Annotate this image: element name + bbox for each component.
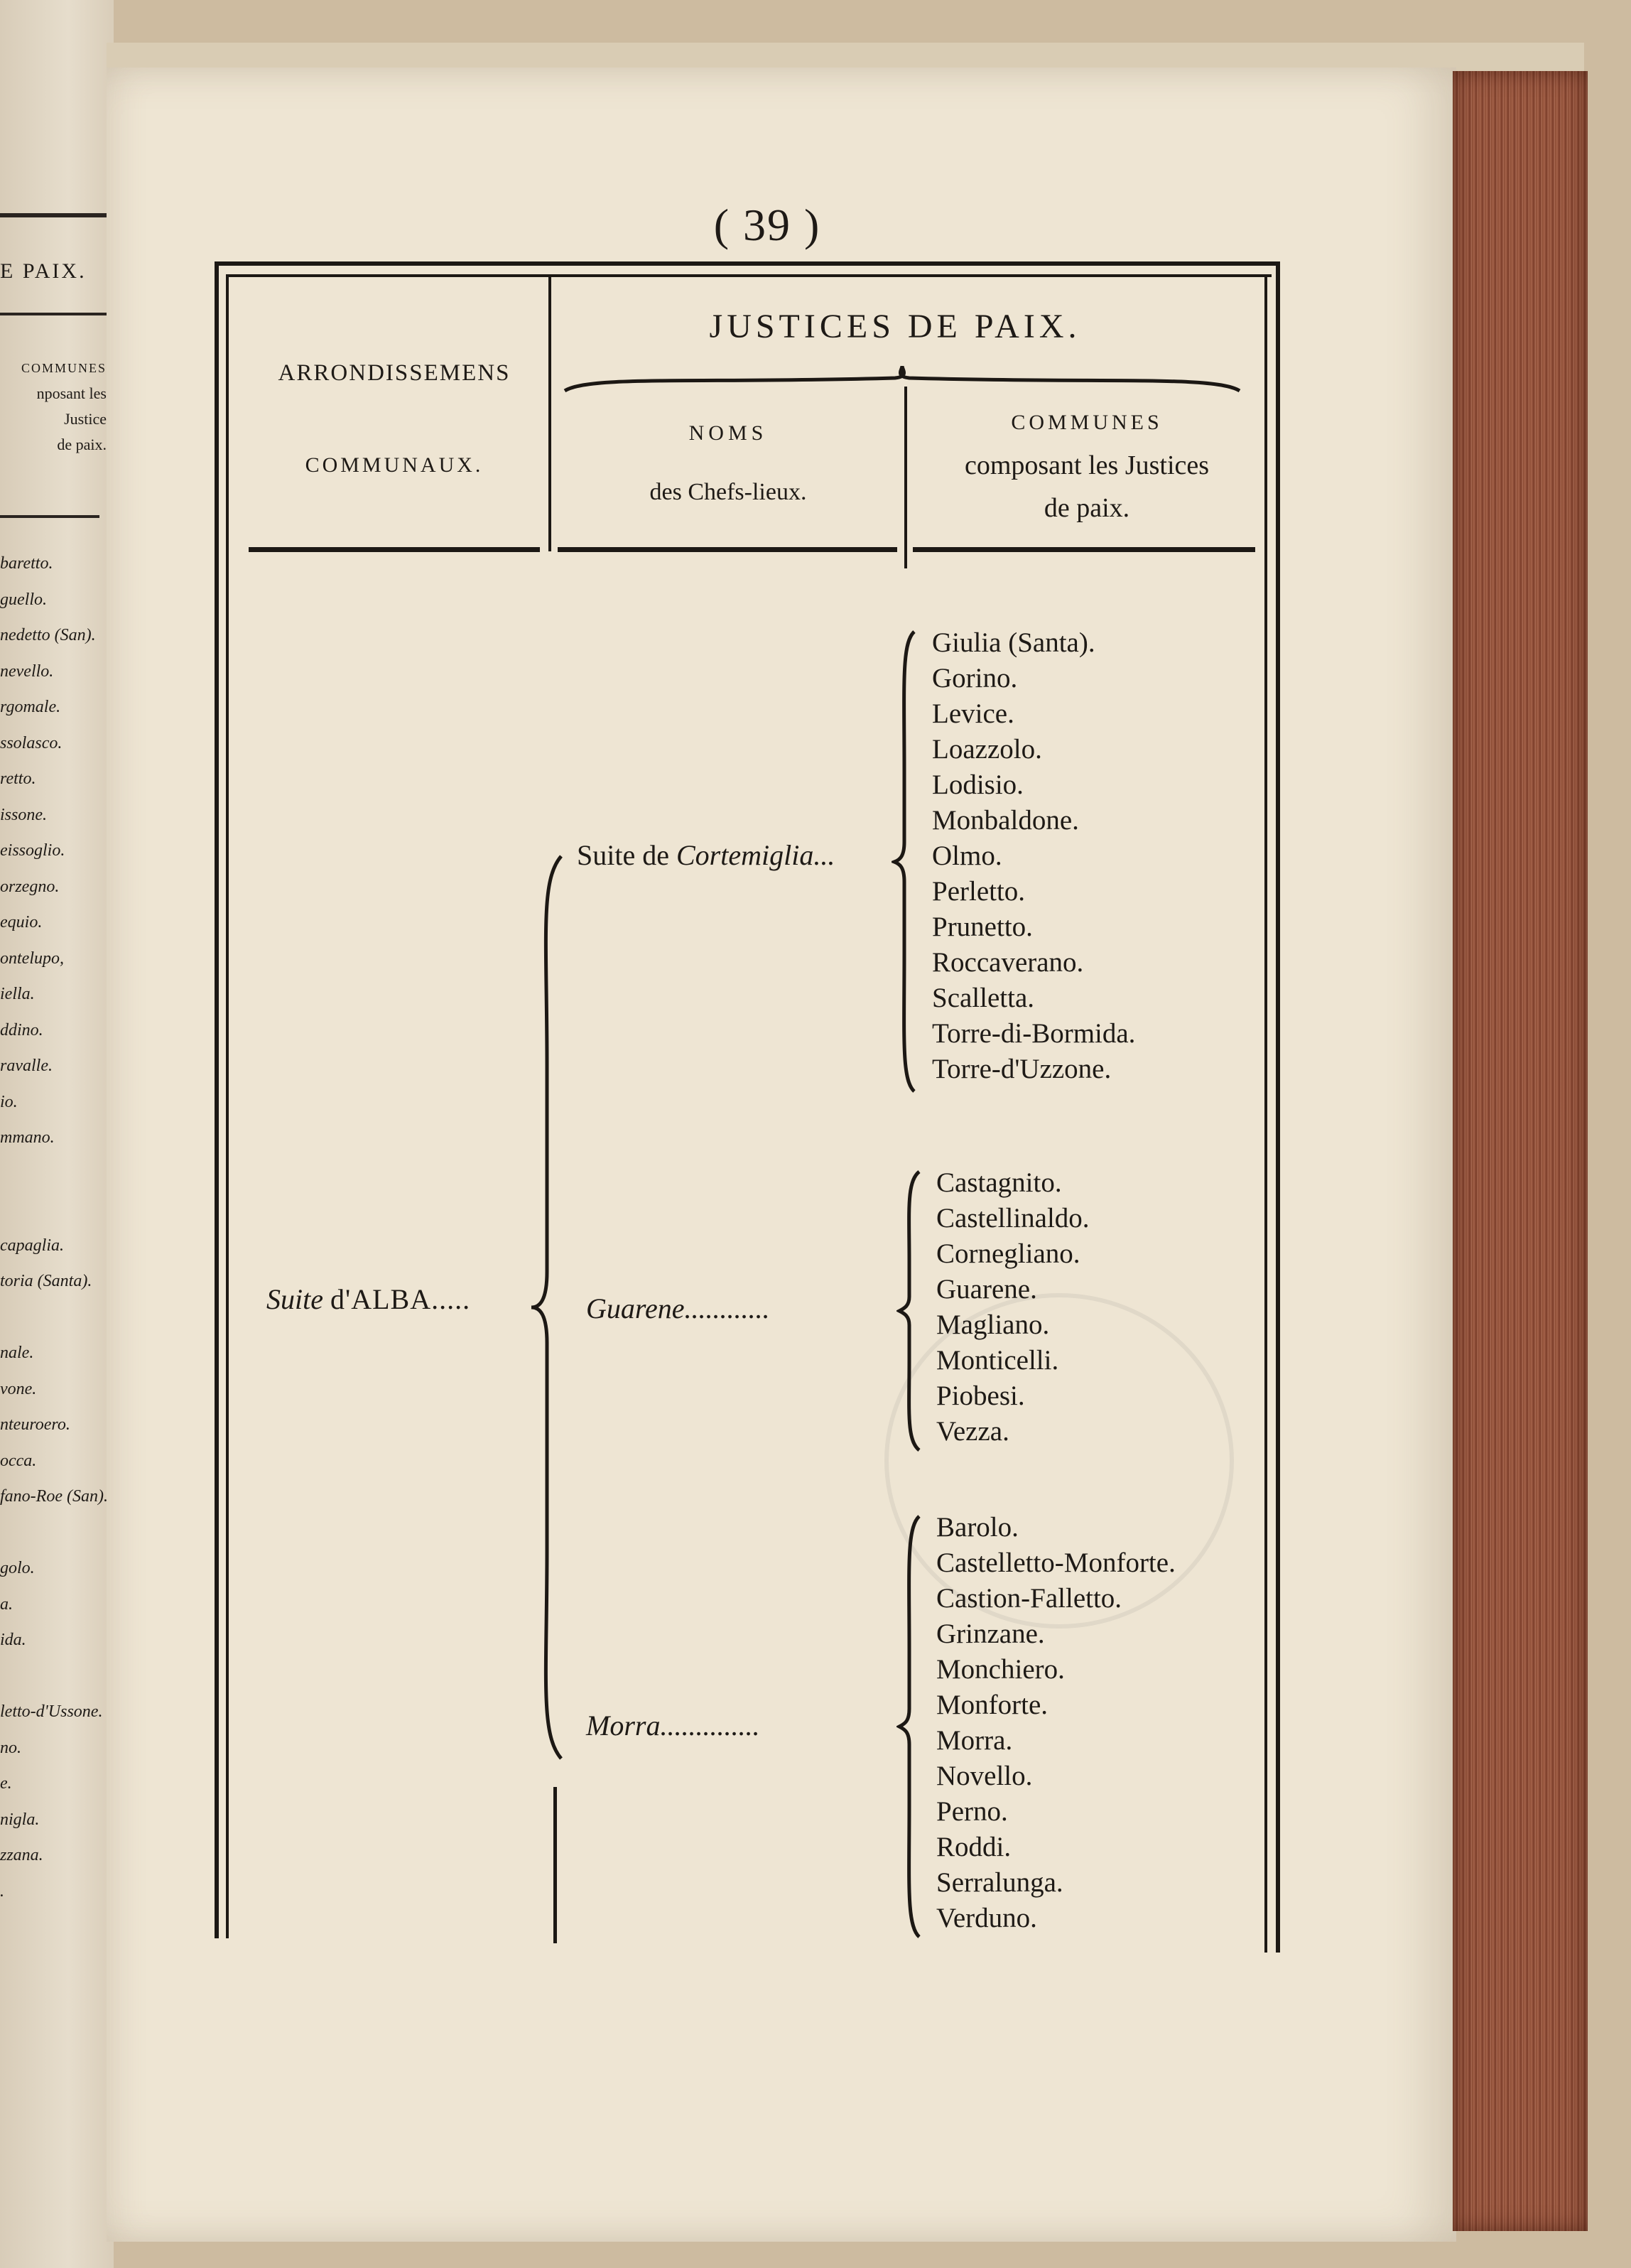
commune-entry: Monforte. bbox=[936, 1690, 1048, 1720]
commune-entry: Grinzane. bbox=[936, 1619, 1045, 1649]
commune-entry: Novello. bbox=[936, 1761, 1033, 1791]
arrondissement-name: d'ALBA..... bbox=[330, 1283, 471, 1315]
left-page-head-line: COMMUNES bbox=[21, 361, 107, 375]
chef-lieu-prefix: Suite de bbox=[577, 839, 669, 871]
left-page-item: nale. bbox=[0, 1344, 34, 1362]
left-page-item: . bbox=[0, 1881, 4, 1901]
left-page-item: nevello. bbox=[0, 662, 54, 681]
communes-list bbox=[936, 1510, 1176, 1936]
left-page-item: ravalle. bbox=[0, 1057, 53, 1075]
commune-entry: Lodisio. bbox=[932, 770, 1024, 800]
header-chefs-lieux: des Chefs-lieux. bbox=[649, 479, 807, 505]
arrondissement-brace bbox=[526, 853, 568, 1762]
commune-entry: Verduno. bbox=[936, 1903, 1037, 1933]
left-page-item: vone. bbox=[0, 1379, 37, 1398]
left-page-fragment bbox=[0, 0, 110, 2268]
communes-brace bbox=[896, 1169, 925, 1453]
header-justices-de-paix: JUSTICES DE PAIX. bbox=[709, 308, 1081, 345]
commune-entry: Castion-Falletto. bbox=[936, 1583, 1122, 1614]
commune-entry: Monchiero. bbox=[936, 1654, 1065, 1685]
header-rule bbox=[558, 547, 897, 552]
left-page-rule bbox=[0, 313, 107, 315]
header-rule bbox=[913, 547, 1255, 552]
left-page-item: orzegno. bbox=[0, 877, 60, 896]
left-page-item: capaglia. bbox=[0, 1236, 64, 1255]
left-page-column-head bbox=[0, 355, 107, 458]
page-number: ( 39 ) bbox=[713, 200, 821, 250]
left-page-item: zzana. bbox=[0, 1846, 43, 1864]
commune-entry: Giulia (Santa). bbox=[932, 627, 1095, 658]
left-page-item: nigla. bbox=[0, 1810, 40, 1829]
header-rule bbox=[249, 547, 540, 552]
communes-brace bbox=[896, 1513, 925, 1940]
arrondissement-prefix: Suite bbox=[266, 1283, 323, 1315]
communes-brace bbox=[892, 629, 920, 1094]
commune-entry: Guarene. bbox=[936, 1274, 1037, 1305]
left-page-item: no. bbox=[0, 1738, 21, 1757]
header-noms: NOMS bbox=[688, 421, 768, 445]
left-page-item: io. bbox=[0, 1092, 18, 1111]
left-page-item: ida. bbox=[0, 1631, 26, 1649]
commune-entry: Morra. bbox=[936, 1725, 1013, 1756]
column-divider bbox=[553, 1787, 557, 1943]
chef-lieu-name: Cortemiglia... bbox=[676, 839, 835, 871]
commune-entry: Perletto. bbox=[932, 876, 1026, 907]
arrondissement-label bbox=[266, 1282, 470, 1316]
left-page-item: e. bbox=[0, 1774, 12, 1793]
commune-entry: Olmo. bbox=[932, 841, 1002, 871]
left-page-item: letto-d'Ussone. bbox=[0, 1702, 103, 1721]
header-brace bbox=[561, 362, 1243, 398]
commune-entry: Torre-di-Bormida. bbox=[932, 1018, 1136, 1049]
column-divider bbox=[904, 387, 907, 568]
commune-entry: Magliano. bbox=[936, 1310, 1050, 1340]
frame-right-outer bbox=[1276, 261, 1280, 1953]
commune-entry: Torre-d'Uzzone. bbox=[932, 1054, 1112, 1084]
left-page-item: guello. bbox=[0, 590, 47, 609]
left-page-item: occa. bbox=[0, 1451, 37, 1470]
left-page-head-line: nposant les Justice bbox=[36, 384, 107, 428]
left-page-item: rgomale. bbox=[0, 698, 61, 716]
left-page-item: retto. bbox=[0, 770, 36, 788]
frame-left-outer bbox=[215, 261, 219, 1938]
left-page-item: nedetto (San). bbox=[0, 626, 96, 644]
left-page-item: golo. bbox=[0, 1559, 35, 1577]
commune-entry: Gorino. bbox=[932, 663, 1018, 693]
column-divider bbox=[548, 274, 551, 551]
frame-top-outer bbox=[215, 261, 1280, 266]
frame-right-inner bbox=[1264, 274, 1267, 1953]
commune-entry: Perno. bbox=[936, 1796, 1008, 1827]
left-page-head-line: de paix. bbox=[57, 436, 107, 453]
left-page-item: ssolasco. bbox=[0, 733, 63, 752]
left-page-item: a. bbox=[0, 1594, 13, 1614]
commune-entry: Castagnito. bbox=[936, 1167, 1062, 1198]
left-page-rule bbox=[0, 213, 107, 217]
left-page-item: mmano. bbox=[0, 1128, 55, 1147]
left-page-item: nteuroero. bbox=[0, 1415, 70, 1434]
commune-entry: Cornegliano. bbox=[936, 1238, 1080, 1269]
chef-lieu-name: Morra.............. bbox=[586, 1710, 760, 1742]
header-arrondissements: ARRONDISSEMENS bbox=[278, 360, 511, 386]
left-page-item: iella. bbox=[0, 985, 35, 1003]
commune-entry: Vezza. bbox=[936, 1416, 1009, 1447]
header-communes: COMMUNES bbox=[1011, 411, 1163, 434]
left-page-title: E PAIX. bbox=[0, 259, 87, 283]
left-page-item: equio. bbox=[0, 913, 43, 932]
commune-entry: Levice. bbox=[932, 698, 1014, 729]
commune-entry: Loazzolo. bbox=[932, 734, 1042, 765]
commune-entry: Roddi. bbox=[936, 1832, 1012, 1862]
commune-entry: Roccaverano. bbox=[932, 947, 1084, 978]
chef-lieu bbox=[586, 1709, 759, 1742]
left-page-item: toria (Santa). bbox=[0, 1272, 92, 1290]
left-page-item: ddino. bbox=[0, 1020, 43, 1040]
commune-entry: Monticelli. bbox=[936, 1345, 1059, 1376]
chef-lieu bbox=[586, 1292, 769, 1325]
left-page-item: fano-Roe (San). bbox=[0, 1487, 108, 1506]
header-composant: composant les Justices bbox=[964, 450, 1210, 480]
chef-lieu bbox=[577, 838, 835, 872]
book-fore-edge bbox=[1453, 71, 1588, 2231]
frame-top-inner bbox=[226, 274, 1272, 277]
commune-entry: Piobesi. bbox=[936, 1381, 1025, 1411]
left-page-item: ontelupo, bbox=[0, 949, 64, 968]
frame-left-inner bbox=[226, 274, 229, 1938]
communes-list bbox=[932, 625, 1135, 1087]
header-de-paix: de paix. bbox=[1044, 493, 1130, 523]
header-communaux: COMMUNAUX. bbox=[305, 453, 484, 477]
chef-lieu-name: Guarene............ bbox=[586, 1292, 770, 1324]
commune-entry: Serralunga. bbox=[936, 1867, 1063, 1898]
left-page-item: issone. bbox=[0, 805, 47, 824]
commune-entry: Scalletta. bbox=[932, 983, 1035, 1013]
communes-list bbox=[936, 1165, 1090, 1449]
commune-entry: Castelletto-Monforte. bbox=[936, 1548, 1176, 1578]
commune-entry: Castellinaldo. bbox=[936, 1203, 1090, 1233]
left-page-item: baretto. bbox=[0, 554, 53, 573]
left-page-item: eissoglio. bbox=[0, 841, 65, 860]
commune-entry: Monbaldone. bbox=[932, 805, 1079, 836]
commune-entry: Barolo. bbox=[936, 1512, 1019, 1543]
left-page-rule bbox=[0, 515, 99, 518]
commune-entry: Prunetto. bbox=[932, 912, 1033, 942]
